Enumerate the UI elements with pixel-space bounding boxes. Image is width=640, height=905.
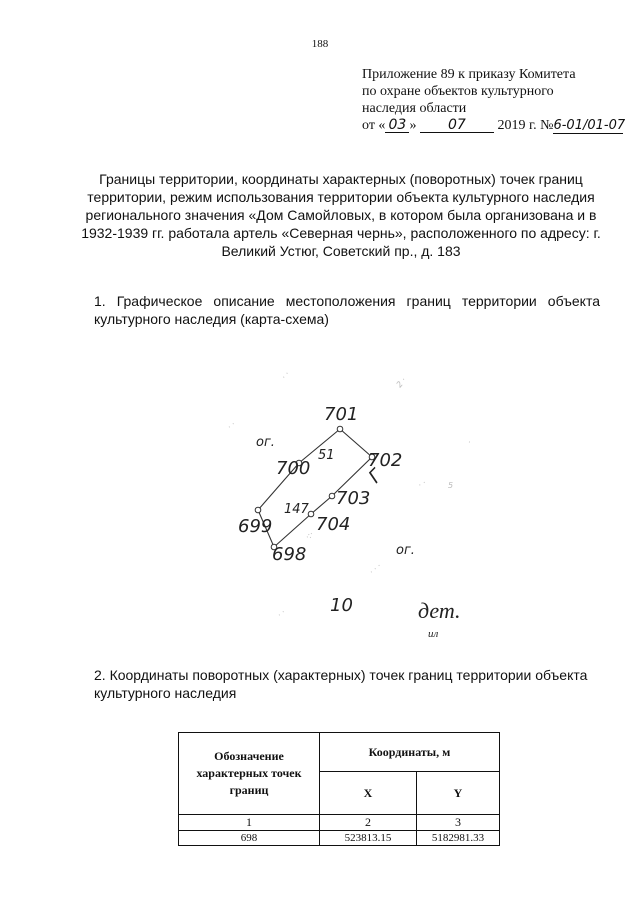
appendix-date-line [362, 117, 632, 134]
index-cell: 1 [179, 815, 320, 831]
point-699-marker [255, 507, 261, 513]
header-x: X [320, 772, 417, 815]
map-label-det-sub: ил [428, 628, 439, 640]
header-points: Обозначение характерных точек границ [179, 733, 320, 815]
svg-text:· · ·: · · · [367, 561, 384, 577]
cell-point: 698 [179, 831, 320, 846]
map-label-og-right: ог. [396, 543, 415, 558]
date-mid: » [409, 118, 417, 133]
svg-text:· ·: · · [225, 419, 238, 432]
svg-text:2 ·: 2 · [394, 375, 409, 390]
coordinates-table [178, 732, 500, 846]
point-label-700: 700 [276, 458, 311, 479]
order-number: 6-01/01-07 [553, 118, 626, 133]
date-month: 07 [420, 118, 494, 133]
point-703-marker [329, 493, 335, 499]
index-cell: 2 [320, 815, 417, 831]
appendix-line-3: наследия области [362, 101, 467, 116]
map-label-51: 51 [318, 448, 335, 463]
svg-text:· ·: · · [416, 478, 428, 490]
header-y: Y [417, 772, 500, 815]
map-label-10: 10 [330, 595, 353, 616]
table-index-row [179, 815, 500, 831]
date-year: 2019 г. № [497, 118, 554, 133]
page-number: 188 [311, 38, 329, 50]
point-704-marker [308, 511, 314, 517]
boundary-map [200, 360, 500, 640]
point-label-699: 699 [238, 516, 273, 537]
header-coordinates: Координаты, м [320, 733, 500, 772]
map-label-det: дет. [418, 598, 461, 623]
appendix-line-2: по охране объектов культурного [362, 84, 554, 99]
point-label-703: 703 [336, 488, 371, 509]
svg-text:·:·: ·:· [303, 529, 316, 542]
cell-y: 5182981.33 [417, 831, 500, 846]
svg-text:·: · [468, 438, 471, 447]
section-1-heading-cont: культурного наследия (карта-схема) [94, 311, 329, 327]
index-cell: 3 [417, 815, 500, 831]
point-label-701: 701 [324, 404, 359, 425]
table-row [179, 831, 500, 846]
appendix-line-1: Приложение 89 к приказу Комитета [362, 67, 576, 82]
date-prefix: от « [362, 118, 386, 133]
document-title: Границы территории, координаты характерных (поворотных) точек границ территории, режим использования территории объекта культурного наследия регионального значения «Дом Самойловых, в котором была организована и в 1932-1939 гг. работала артель «Северная чернь», расположенного по адресу: г. Великий Устюг, Советский пр., д. 183 [81, 171, 601, 259]
map-label-g: Г [364, 465, 387, 488]
map-label-og-left: ог. [256, 435, 275, 450]
date-day: 03 [385, 118, 409, 133]
svg-text:5: 5 [448, 481, 454, 490]
section-2-heading: 2. Координаты поворотных (характерных) точек границ территории объекта культурного наследия [94, 667, 588, 701]
point-label-704: 704 [316, 514, 351, 535]
section-1-heading: 1. Графическое описание местоположения границ территории объекта [94, 293, 600, 309]
svg-text:· ·: · · [279, 369, 292, 382]
point-701-marker [337, 426, 343, 432]
svg-text:· ·: · · [275, 607, 288, 620]
appendix-header [362, 66, 632, 134]
point-label-702: 702 [368, 450, 403, 471]
cell-x: 523813.15 [320, 831, 417, 846]
map-label-147: 147 [284, 502, 309, 517]
point-label-698: 698 [272, 544, 307, 565]
